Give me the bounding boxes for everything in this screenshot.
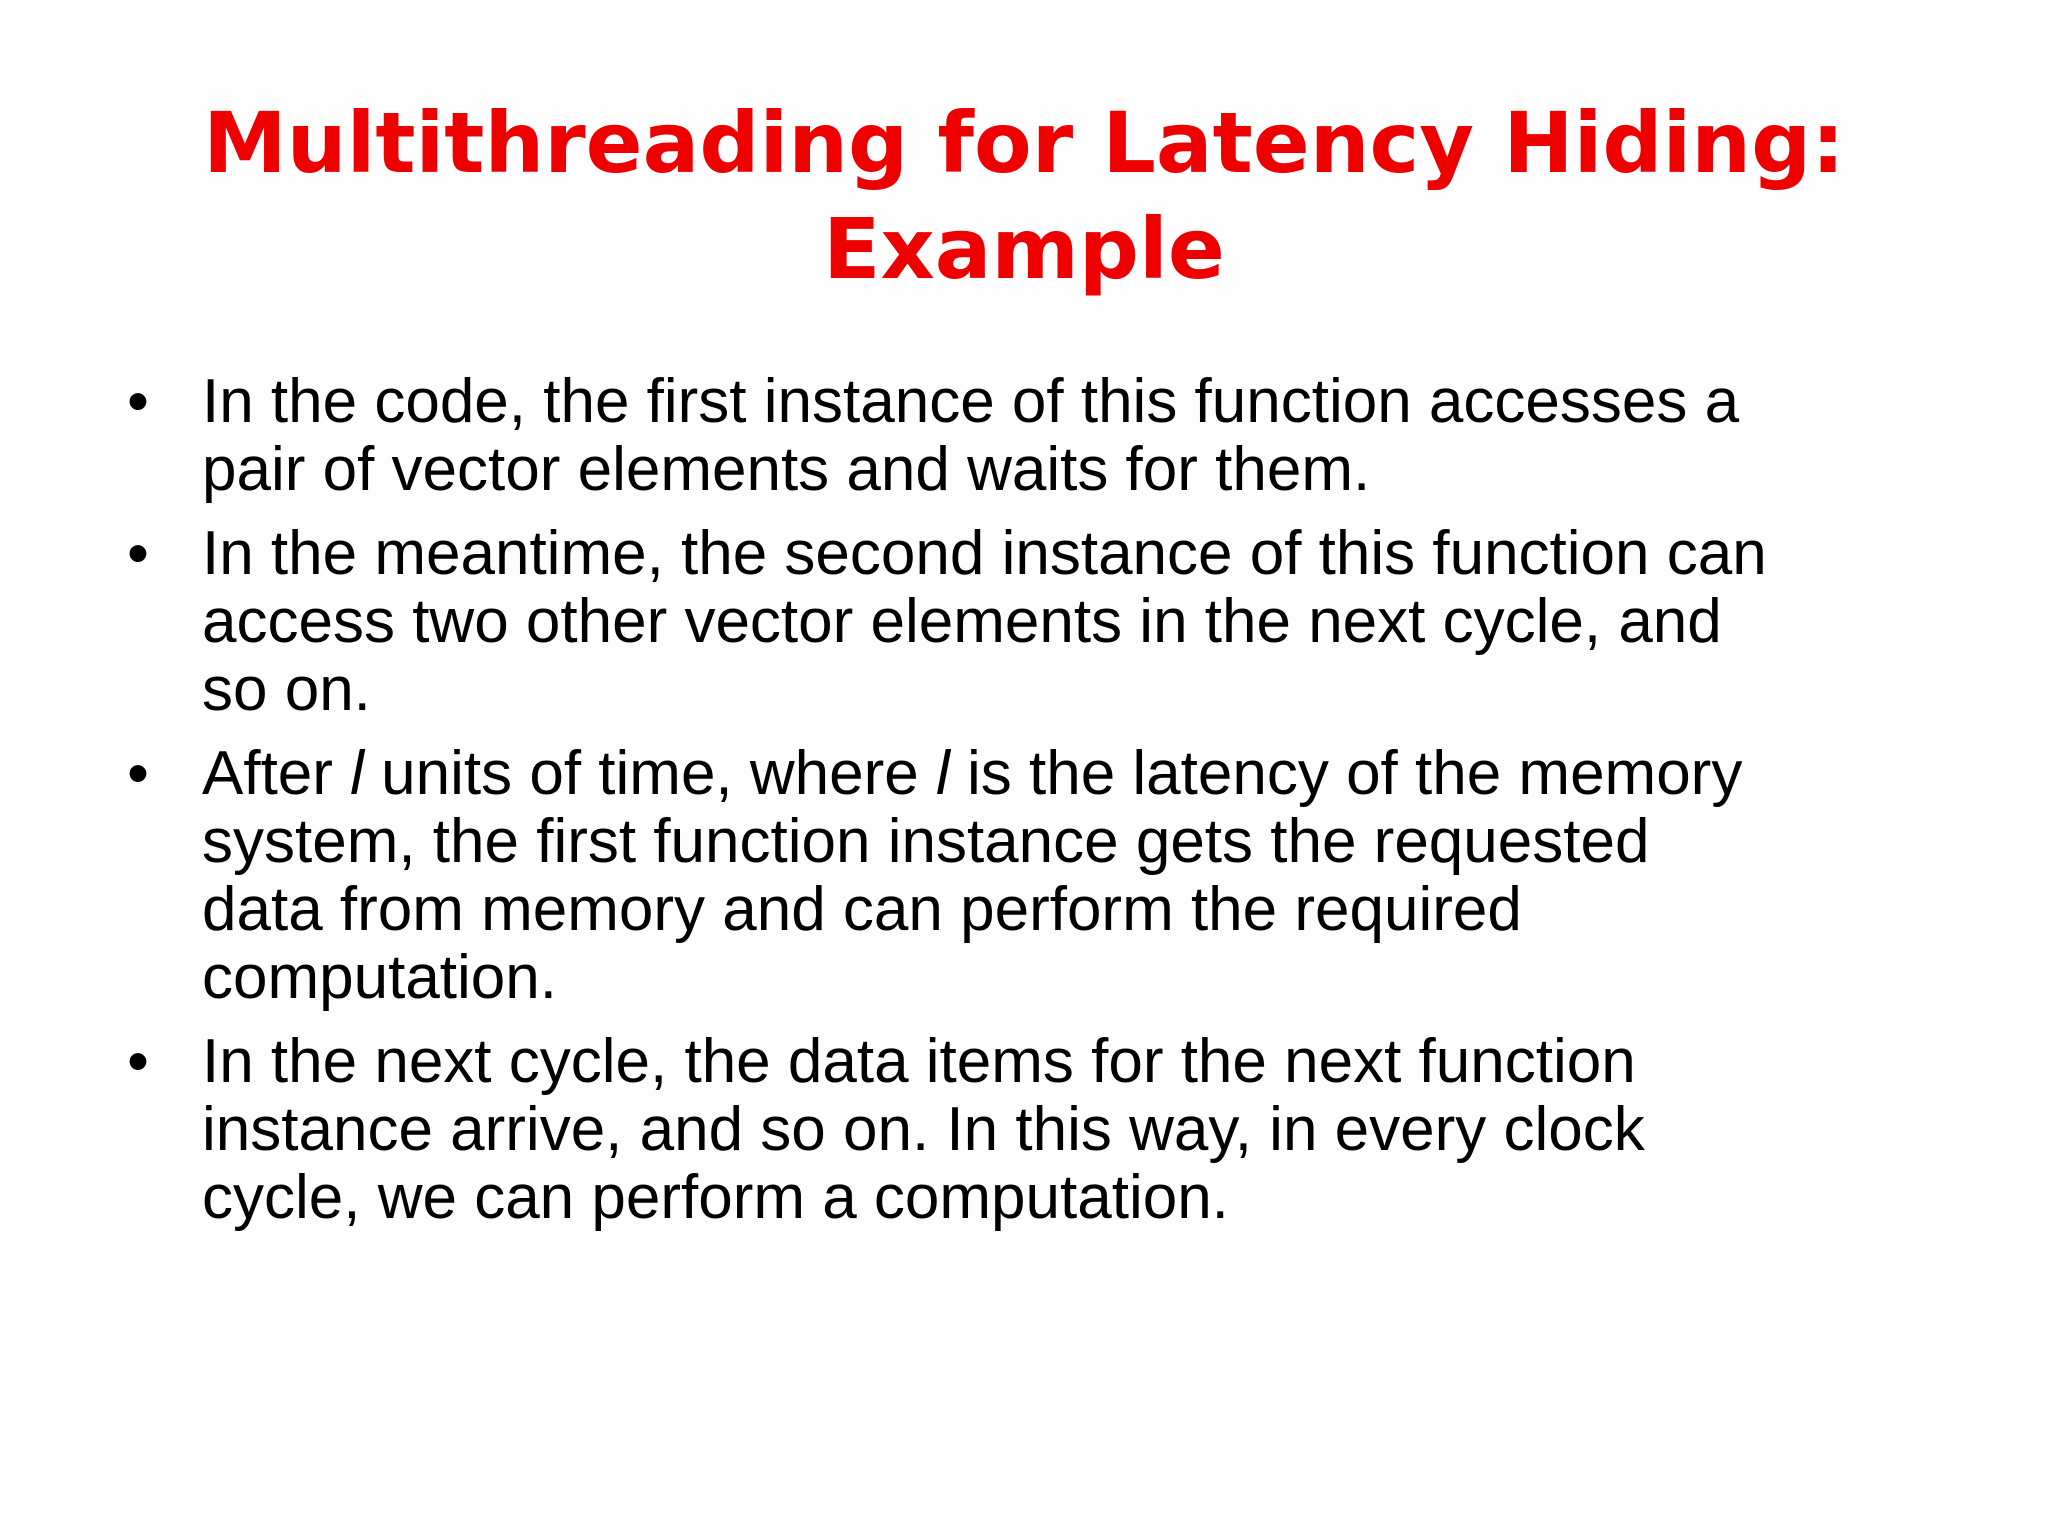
- bullet-text-line: instance arrive, and so on. In this way, in every clock: [202, 1095, 1645, 1164]
- bullet-list: [118, 368, 2008, 1248]
- bullet-text-line: access two other vector elements in the next cycle, and: [202, 587, 1722, 656]
- bullet-item: [118, 368, 2008, 504]
- bullet-dot: •: [127, 519, 149, 588]
- bullet-item: [118, 740, 2008, 1012]
- bullet-text-line: [202, 740, 2008, 808]
- bullet-item: [118, 520, 2008, 724]
- latency-variable: l: [935, 739, 950, 808]
- title-line-2: Example: [823, 200, 1225, 298]
- bullet-text-line: pair of vector elements and waits for them.: [202, 435, 1371, 504]
- bullet-text-line: In the next cycle, the data items for the next function: [202, 1027, 1636, 1096]
- bullet-text-line: In the code, the first instance of this function accesses a: [202, 367, 1740, 436]
- bullet-text-line: so on.: [202, 655, 371, 724]
- bullet-text-line: cycle, we can perform a computation.: [202, 1163, 1229, 1232]
- bullet-text-line: data from memory and can perform the required: [202, 875, 1522, 944]
- bullet-text-line: In the meantime, the second instance of this function can: [202, 519, 1767, 588]
- bullet-item: [118, 1028, 2008, 1232]
- slide-title: [200, 90, 1848, 302]
- bullet-dot: •: [127, 1027, 149, 1096]
- bullet-text-line: computation.: [202, 943, 557, 1012]
- text-run: After: [202, 739, 351, 808]
- text-run: is the latency of the memory: [949, 739, 1743, 808]
- latency-variable: l: [350, 739, 364, 808]
- bullet-dot: •: [127, 367, 149, 436]
- bullet-dot: •: [127, 739, 149, 808]
- text-run: units of time, where: [363, 739, 936, 808]
- title-line-1: Multithreading for Latency Hiding:: [203, 94, 1845, 192]
- bullet-text-line: system, the first function instance gets the requested: [202, 807, 1650, 876]
